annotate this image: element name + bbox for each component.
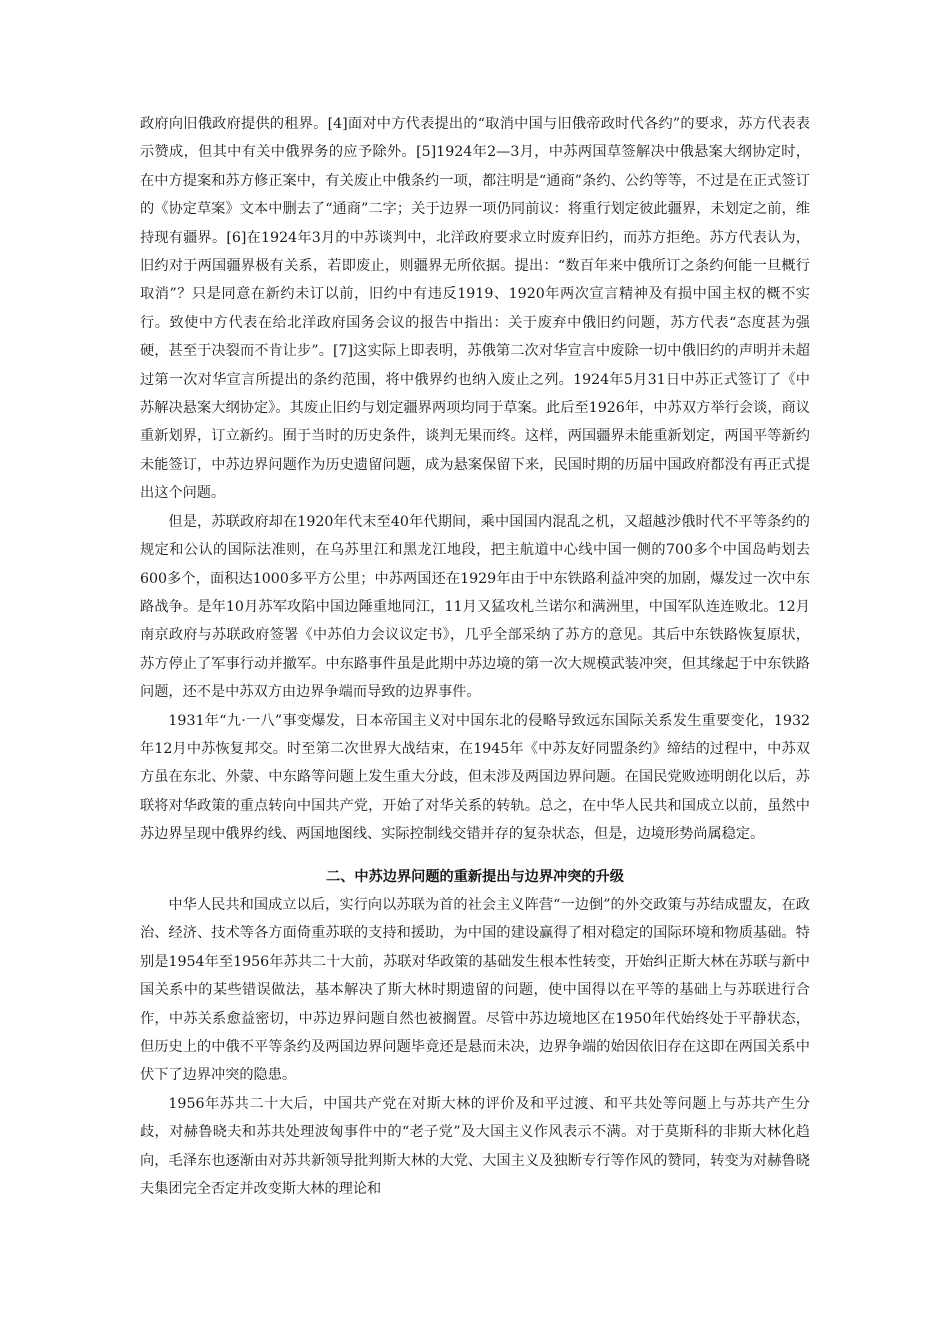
document-page <box>140 110 810 1203</box>
section-heading: 二、中苏边界问题的重新提出与边界冲突的升级 <box>326 868 624 885</box>
paragraph-soviet-expansion: 但是，苏联政府却在1920年代末至40年代期间，乘中国国内混乱之机，又超越沙俄时代不平等条约的规定和公认的国际法准则，在乌苏里江和黑龙江地段，把主航道中心线中国一侧的700多个中国岛屿划去600多个，面积达1000多平方公里；中苏两国还在1929年由于中东铁路利益冲突的加剧，爆发过一次中东路战争。是年10月苏军攻陷中国边陲重地同江，11月又猛攻札兰诺尔和满洲里，中国军队连连败北。12月南京政府与苏联政府签署《中苏伯力会议议定书》，几乎全部采纳了苏方的意见。其后中东铁路恢复原状，苏方停止了军事行动并撤军。中东路事件虽是此期中苏边境的第一次大规模武装冲突，但其缘起于中东铁路问题，还不是中苏双方由边界争端而导致的边界事件。 <box>140 513 810 701</box>
paragraph-continued: 政府向旧俄政府提供的租界。[4]面对中方代表提出的“取消中国与旧俄帝政时代各约”的要求，苏方代表表示赞成，但其中有关中俄界务的应予除外。[5]1924年2—3月，中苏两国草签解决中俄悬案大纲协定时，在中方提案和苏方修正案中，有关废止中俄条约一项，都注明是“通商”条约、公约等等，不过是在正式签订的《协定草案》文本中删去了“通商”二字；关于边界一项仍同前议：将重行划定彼此疆界，未划定之前，维持现有疆界。[6]在1924年3月的中苏谈判中，北洋政府要求立时废弃旧约，而苏方拒绝。苏方代表认为，旧约对于两国疆界极有关系，若即废止，则疆界无所依据。提出：“数百年来中俄所订之条约何能一旦概行取消”？只是同意在新约未订以前，旧约中有违反1919、1920年两次宣言精神及有损中国主权的概不实行。致使中方代表在给北洋政府国务会议的报告中指出：关于废弃中俄旧约问题，苏方代表“态度甚为强硬，甚至于决裂而不肯让步”。[7]这实际上即表明，苏俄第二次对华宣言中废除一切中俄旧约的声明并未超过第一次对华宣言所提出的条约范围，将中俄界约也纳入废止之列。1924年5月31日中苏正式签订了《中苏解决悬案大纲协定》。其废止旧约与划定疆界两项均同于草案。此后至1926年，中苏双方举行会谈，商议重新划界，订立新约。囿于当时的历史条件，谈判无果而终。这样，两国疆界未能重新划定，两国平等新约未能签订，中苏边界问题作为历史遗留问题，成为悬案保留下来，民国时期的历届中国政府都没有再正式提出这个问题。 <box>140 116 810 502</box>
paragraph-9-18-incident: 1931年“九·一八”事变爆发，日本帝国主义对中国东北的侵略导致远东国际关系发生重要变化，1932年12月中苏恢复邦交。时至第二次世界大战结束，在1945年《中苏友好同盟条约》缔结的过程中，中苏双方虽在东北、外蒙、中东路等问题上发生重大分歧，但未涉及两国边界问题。在国民党败迹明朗化以后，苏联将对华政策的重点转向中国共产党，开始了对华关系的转轨。总之，在中华人民共和国成立以前，虽然中苏边界呈现中俄界约线、两国地图线、实际控制线交错并存的复杂状态，但是，边境形势尚属稳定。 <box>140 712 810 843</box>
paragraph-prc-founding: 中华人民共和国成立以后，实行向以苏联为首的社会主义阵营“一边倒”的外交政策与苏结成盟友，在政治、经济、技术等各方面倚重苏联的支持和援助，为中国的建设赢得了相对稳定的国际环境和物质基础。特别是1954年至1956年苏共二十大前，苏联对华政策的基础发生根本性转变，开始纠正斯大林在苏联与新中国关系中的某些错误做法，基本解决了斯大林时期遗留的问题，使中国得以在平等的基础上与苏联进行合作，中苏关系愈益密切，中苏边界问题自然也被搁置。尽管中苏边境地区在1950年代始终处于平静状态，但历史上的中俄不平等条约及两国边界问题毕竟还是悬而未决，边界争端的始因依旧存在这即在两国关系中伏下了边界冲突的隐患。 <box>140 896 810 1084</box>
paragraph-twentieth-congress: 1956年苏共二十大后，中国共产党在对斯大林的评价及和平过渡、和平共处等问题上与苏共产生分歧，对赫鲁晓夫和苏共处理波匈事件中的“老子党”及大国主义作风表示不满。对于莫斯科的非斯大林化趋向，毛泽东也逐渐由对苏共新领导批判斯大林的大党、大国主义及独断专行等作风的赞同，转变为对赫鲁晓夫集团完全否定并改变斯大林的理论和 <box>140 1095 810 1198</box>
